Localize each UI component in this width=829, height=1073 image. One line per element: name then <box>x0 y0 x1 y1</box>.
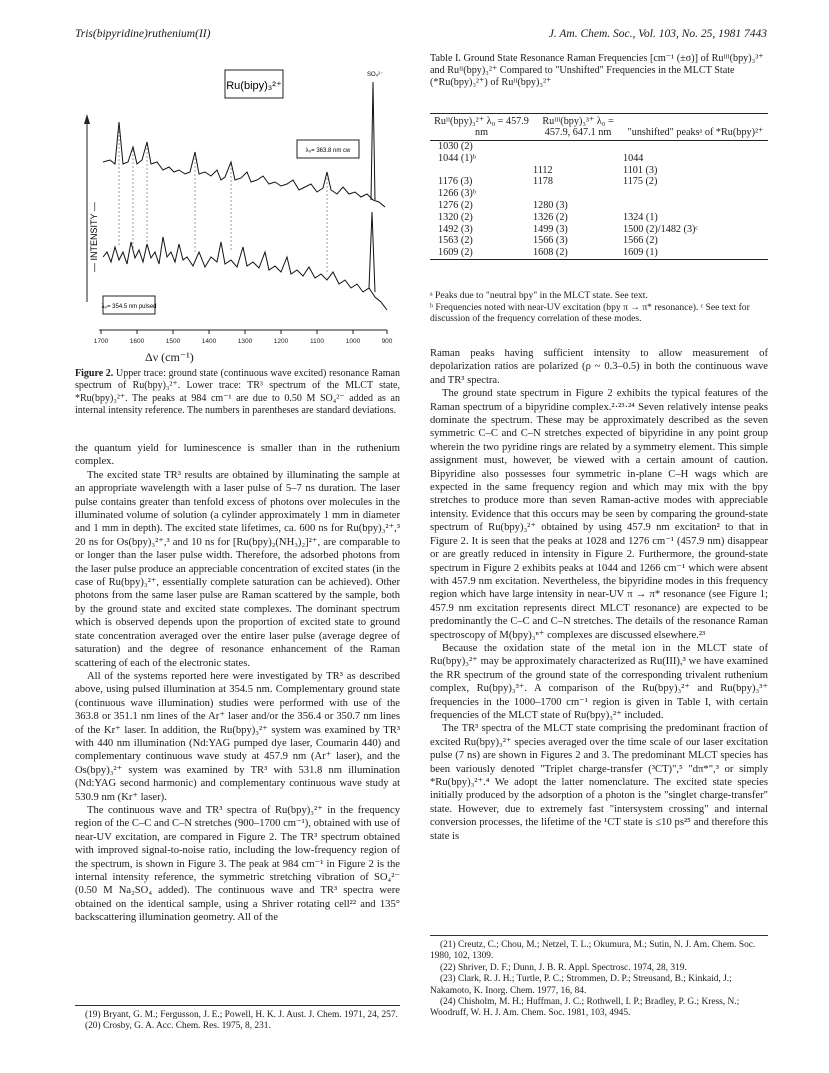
paragraph: All of the systems reported here were investigated by TR³ as described above, using pulsed illumination at 354.5 nm. Complementary ground state (continuous wave illumination) studies were performed with use of the 363.8 or 351.1 nm lines of the Ar⁺ laser and/or the 356.4 or 350.7 nm lines of the Kr⁺ laser. In addition, the Ru(bpy)₃²⁺ system was examined by TR³ with 440 nm illumination (Nd:YAG pumped dye laser, Coumarin 440) and complementary continuous wave study at 457.9 nm (Ar⁺ laser), and the Os(bpy)₃²⁺ system was examined by TR³ with 531.8 nm illumination (Nd:YAG second harmonic) and complementary continuous wave study at 530.9 nm (Kr⁺ laser). <box>75 670 400 803</box>
caption-label: Figure 2. <box>75 368 114 379</box>
right-column-text <box>430 347 768 843</box>
x-tick-label: 1700 <box>93 338 109 345</box>
so4-label: SO₄²⁻ <box>367 72 384 78</box>
figure-caption <box>75 368 400 418</box>
x-tick-label: 900 <box>381 338 393 345</box>
so4-peak <box>371 82 375 200</box>
x-ticks <box>101 330 387 334</box>
x-tick-label: 1200 <box>273 338 289 345</box>
left-column-text <box>75 442 400 925</box>
paragraph: Raman peaks having sufficient intensity to allow measurement of depolarization ratios are polarized (ρ ~ 0.3–0.5) in both the continuous wave and TR³ spectra. <box>430 348 768 386</box>
table-note: ᵇ Frequencies noted with near-UV excitation (bpy π → π* resonance). ᶜ See text for discussion of the frequency correlation of these modes. <box>430 301 750 325</box>
paragraph: The TR³ spectra of the MLCT state comprising the predominant fraction of excited Ru(bpy)₃²⁺ species averaged over the time scale of our laser excitation pulse (7 ns) are shown in Figures 2 and 3. The predominant MLCT species has been variously denoted "Triplet charge-transfer (³CT)",⁵ "dπ*",³ or simply *Ru(bpy)₃²⁺.⁴ We adopt the latter nomenclature. The excited state species initially produced by the adsorption of a photon is the "singlet charge-transfer" state. However, due to extremely fast "intersystem crossing" and internal conversion processes, the lifetime of the ¹CT state is ≤10 ps²⁵ and therefore this state is <box>430 723 768 842</box>
reference-item: (22) Shriver, D. F.; Dunn, J. B. R. Appl. Spectrosc. 1974, 28, 319. <box>440 962 687 973</box>
right-references <box>430 935 768 1020</box>
table-row: 1030 (2) <box>438 141 473 152</box>
figure-2 <box>75 52 400 357</box>
x-tick-label: 1400 <box>201 338 217 345</box>
table-notes <box>430 290 768 325</box>
paragraph: The ground state spectrum in Figure 2 exhibits the typical features of the Raman spectrum of a bipyridine complex.²·²³·²⁴ Seven relatively intense peaks dominate the spectrum. These may be approximately described as the seven symmetric C–C and C–N stretches expected of bipyridine in any point group wherein the two pyridine rings are related by a symmetry element. This simple assignment must, however, be viewed with a certain amount of caution. Bipyridine also possesses four symmetric in-plane C–H wags which are expected in the same frequency region and which may mix with the bpy stretches to produce more than seven Raman-active modes with appreciable intensity. Evidence that this occurs may be seen by comparing the ground-state spectrum of Ru(bpy)₃²⁺ obtained by using 457.9 nm excitation² to that in Figure 2. It is seen that the peaks at 1028 and 1276 cm⁻¹ (457.9 nm) disappear or are greatly reduced in intensity in Figure 2. Furthermore, the ground-state spectrum in Figure 2 exhibits peaks at 1044 and 1266 cm⁻¹ which were absent with 457.9 nm excitation. Nevertheless, the bipyridine modes in this frequency region which have large intensity in near-UV π → π* resonance (see Figure 1; 457.9 nm excitation represents direct MLCT resonance) are expected to be predominantly the C–C and C–N stretches. The details of the resonance Raman spectroscopy of M(bpy)₃ⁿ⁺ complexes are discussed elsewhere.²³ <box>430 388 768 641</box>
y-axis-label: — INTENSITY — <box>89 202 99 272</box>
table-row: 1266 (3)ᵇ <box>438 188 476 200</box>
table-title: Table I. Ground State Resonance Raman Frequencies [cm⁻¹ (±σ)] of Ruᴵᴵᴵ(bpy)₃³⁺ and Ruᴵᴵ(bpy)₃²⁺ Compared to "Unshifted" Frequencies in the MLCT State (*Ru(bpy)₃²⁺) of Ruᴵᴵ(bpy)₃²⁺ <box>430 53 764 89</box>
table-row: 1112 1101 (3) <box>533 164 658 176</box>
table-1 <box>430 113 768 260</box>
left-references <box>75 1005 400 1033</box>
lower-so4-peak <box>369 212 375 292</box>
lower-excitation-label: λ₀= 354.5 nm pulsed <box>101 304 157 310</box>
table-row: 1609 (2) 1608 (2) 1609 (1) <box>438 247 658 259</box>
spectrum-plot <box>75 52 400 352</box>
paragraph: The continuous wave and TR³ spectra of Ru(bpy)₃²⁺ in the frequency region of the C–C and C–N stretches (900–1700 cm⁻¹), obtained with use of near-UV excitation, are compared in Figure 2. The TR³ spectrum obtained with improved signal-to-noise ratio, including the low-frequency region of the spectrum, is shown in Figure 3. The peak at 984 cm⁻¹ in Figure 2 is the internal intensity reference, the symmetric stretching vibration of SO₄²⁻ (0.50 M Na₂SO₄ added). The continuous wave and TR³ spectra were obtained on the identical sample, using a Shriver rotating cell²² and 135° backscattering illumination geometry. All of the <box>75 804 400 924</box>
table-note: ᵃ Peaks due to "neutral bpy" in the MLCT state. See text. <box>430 290 648 301</box>
running-header-left: Tris(bipyridine)ruthenium(II) <box>75 28 211 40</box>
x-tick-label: 1100 <box>310 338 324 345</box>
reference-item: (19) Bryant, G. M.; Fergusson, J. E.; Powell, H. K. J. Aust. J. Chem. 1971, 24, 257. <box>85 1010 398 1020</box>
x-tick-label: 1600 <box>129 338 145 345</box>
table-row: 1492 (3) 1499 (3) 1500 (2)/1482 (3)ᶜ <box>438 223 699 235</box>
running-header-right: J. Am. Chem. Soc., Vol. 103, No. 25, 1981 7443 <box>548 28 767 40</box>
reference-item: (20) Crosby, G. A. Acc. Chem. Res. 1975, 8, 231. <box>85 1021 271 1032</box>
upper-trace <box>103 122 385 207</box>
paragraph: the quantum yield for luminescence is smaller than in the ruthenium complex. <box>75 443 400 468</box>
paragraph: Because the oxidation state of the metal ion in the MLCT state of Ru(bpy)₃²⁺ may be approximately characterized as Ru(III),³ we have examined the RR spectrum of the ground state of the corresponding trivalent ruthenium complex, Ru(bpy)₃³⁺. A comparison of the Ru(bpy)₃²⁺ and Ru(bpy)₃³⁺ frequencies in the 1000–1700 cm⁻¹ region is given in Table I, with certain frequencies of the MLCT state of Ru(bpy)₃²⁺ included. <box>430 642 768 721</box>
table-row: 1276 (2) 1280 (3) <box>438 199 568 211</box>
upper-excitation-label: λ₀= 363.8 nm cw <box>305 148 351 154</box>
y-axis-arrow <box>84 114 90 124</box>
reference-item: (21) Creutz, C.; Chou, M.; Netzel, T. L.; Okumura, M.; Sutin, N. J. Am. Chem. Soc. 1980, 102, 1309. <box>430 940 756 962</box>
table-row: 1044 (1)ᵇ 1044 <box>438 152 644 164</box>
x-tick-label: 1500 <box>165 338 181 345</box>
caption-text: Upper trace: ground state (continuous wave excited) resonance Raman spectrum of Ru(bpy)₃²⁺. Lower trace: TR³ spectrum of the MLCT state, *Ru(bpy)₃²⁺. The peaks at 984 cm⁻¹ are due to 0.50 M SO₄²⁻ added as an internal intensity reference. The numbers in parentheses are standard deviations. <box>75 368 400 417</box>
compound-label: Ru(bipy)₃²⁺ <box>226 80 282 92</box>
reference-item: (24) Chisholm, M. H.; Huffman, J. C.; Rothwell, I. P.; Bradley, P. G.; Kress, N.; Woodruff, W. H. J. Am. Chem. Soc. 1981, 103, 4945. <box>430 997 740 1019</box>
x-tick-label: 1300 <box>237 338 253 345</box>
table-header: Ruᴵᴵ(bpy)₃²⁺ λ₀ = 457.9 nm <box>430 114 533 141</box>
paragraph: The excited state TR³ results are obtained by illuminating the sample at an appropriate wavelength with a laser pulse of 5–7 ns duration. The laser pulse contains greater than tenfold excess of photons over molecules in the illuminated volume of solution (a cylinder approximately 1 mm in diameter and 1 mm in depth). The excited state lifetimes, ca. 600 ns for Ru(bpy)₃²⁺,³ 20 ns for Os(bpy)₃²⁺,³ and 10 ns for [Ru(bpy)₂(NH₃)₂]²⁺, are comparable to or longer than the laser pulse width. Therefore, the adsorbed photons from the laser pulse produce an appreciable concentration of excited states (in the case of Ru(bpy)₃²⁺, essentially complete saturation can be achieved). Other photons from the same laser pulse are Raman scattered by the sample, both by the ground state and excited state complexes. The dominant spectrum which is observed depends upon the proportion of excited state to ground state concentration averaged over the entire laser pulse (average degree of saturation) and the degree of resonance enhancement of the Raman scattering of each of the electronic states. <box>75 469 400 669</box>
x-axis-label: Δν (cm⁻¹) <box>145 350 194 364</box>
table-row: 1176 (3) 1178 1175 (2) <box>438 176 658 188</box>
reference-item: (23) Clark, R. J. H.; Turtle, P. C.; Strommen, D. P.; Streusand, B.; Kinkaid, J.; Nakamoto, K. Inorg. Chem. 1977, 16, 84. <box>430 974 732 996</box>
x-tick-label: 1000 <box>345 338 361 345</box>
table-row: 1320 (2) 1326 (2) 1324 (1) <box>438 211 658 223</box>
table-row: 1563 (2) 1566 (3) 1566 (2) <box>438 235 658 247</box>
table-header: "unshifted" peaksᵃ of *Ru(bpy)²⁺ <box>623 114 768 141</box>
table-header: Ruᴵᴵᴵ(bpy)₃³⁺ λ₀ = 457.9, 647.1 nm <box>533 114 623 141</box>
